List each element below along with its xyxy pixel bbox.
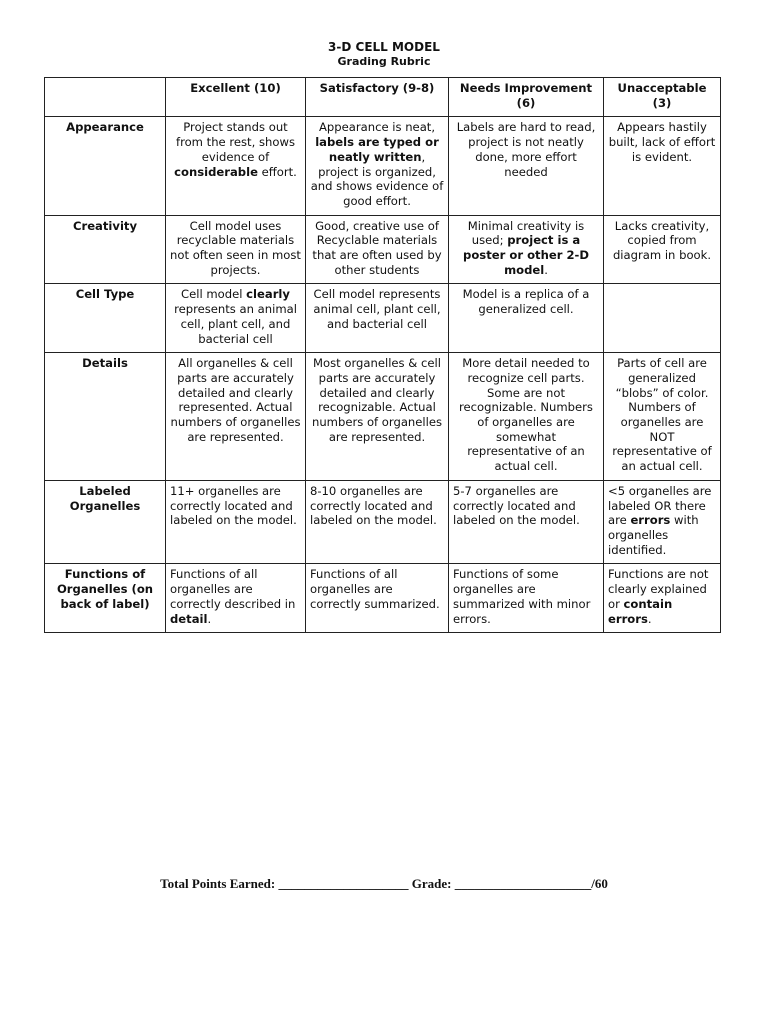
header-excellent: Excellent (10) xyxy=(166,78,306,117)
total-points-line: Total Points Earned: ____________________ Grade: _____________________/60 xyxy=(160,876,608,891)
cell-text: with organelles identified. xyxy=(608,513,699,557)
rubric-table xyxy=(44,77,721,633)
header-satisfactory: Satisfactory (9-8) xyxy=(306,78,449,117)
cell-text: , project is organized, and shows evidence of good effort. xyxy=(310,149,444,208)
cell-text: effort. xyxy=(257,164,297,179)
rubric-row xyxy=(45,117,721,215)
rubric-cell xyxy=(306,215,449,284)
rubric-cell xyxy=(166,117,306,215)
rubric-cell xyxy=(166,564,306,633)
criterion-label: Details xyxy=(45,353,166,481)
rubric-body xyxy=(45,117,721,633)
cell-text: More detail needed to recognize cell parts. Some are not recognizable. Numbers of organelles are somewhat representative of an actual cell. xyxy=(459,356,593,474)
rubric-cell xyxy=(166,353,306,481)
rubric-cell xyxy=(449,564,604,633)
cell-text-bold: considerable xyxy=(174,164,258,179)
rubric-cell xyxy=(449,480,604,564)
header-row xyxy=(45,78,721,117)
cell-text: Cell model represents animal cell, plant cell, and bacterial cell xyxy=(313,287,441,331)
cell-text: Project stands out from the rest, shows evidence of xyxy=(176,120,295,164)
rubric-cell xyxy=(166,480,306,564)
cell-text: Functions of some organelles are summarized with minor errors. xyxy=(453,567,591,626)
cell-text: Cell model xyxy=(181,287,247,302)
cell-text: Minimal creativity is used; xyxy=(467,218,585,248)
cell-text: . xyxy=(544,262,548,277)
cell-text: Most organelles & cell parts are accurately detailed and clearly recognizable. Actual numbers of organelles are represented. xyxy=(311,356,443,444)
cell-text-bold: contain errors xyxy=(608,596,673,626)
cell-text: Appearance is neat, xyxy=(318,120,436,135)
rubric-cell xyxy=(604,215,721,284)
cell-text: Good, creative use of Recyclable materials that are often used by other students xyxy=(312,218,442,277)
rubric-cell xyxy=(604,564,721,633)
cell-text: Model is a replica of a generalized cell. xyxy=(462,287,590,317)
cell-text-bold: detail xyxy=(170,611,208,626)
cell-text: All organelles & cell parts are accurately detailed and clearly represented. Actual numbers of organelles are represented. xyxy=(170,356,301,444)
cell-text-bold: labels are typed or neatly written xyxy=(315,135,439,164)
rubric-row xyxy=(45,284,721,353)
rubric-cell xyxy=(604,480,721,564)
rubric-row xyxy=(45,564,721,633)
cell-text: . xyxy=(647,611,652,626)
rubric-cell xyxy=(449,117,604,215)
header-unacceptable: Unacceptable (3) xyxy=(604,78,721,117)
criterion-label: Appearance xyxy=(45,117,166,215)
cell-text: Functions of all organelles are correctly summarized. xyxy=(310,567,440,611)
cell-text: 8-10 organelles are correctly located and labeled on the model. xyxy=(310,483,437,528)
rubric-cell xyxy=(306,564,449,633)
criterion-label: Creativity xyxy=(45,215,166,284)
cell-text: Labels are hard to read, project is not neatly done, more effort needed xyxy=(456,120,596,179)
rubric-row xyxy=(45,353,721,481)
cell-text: 11+ organelles are correctly located and labeled on the model. xyxy=(170,483,297,528)
rubric-cell xyxy=(306,284,449,353)
rubric-cell xyxy=(604,117,721,215)
criterion-label: Functions of Organelles (on back of label) xyxy=(45,564,166,633)
rubric-cell xyxy=(449,353,604,481)
page-title: 3-D CELL MODEL xyxy=(328,40,440,54)
criterion-label: Cell Type xyxy=(45,284,166,353)
cell-text-bold: errors xyxy=(630,513,671,528)
cell-text: Parts of cell are generalized “blobs” of color. Numbers of organelles are NOT representative of an actual cell. xyxy=(612,356,712,474)
cell-text: Cell model uses recyclable materials not often seen in most projects. xyxy=(170,218,301,277)
rubric-row xyxy=(45,215,721,284)
cell-text-bold: project is a poster or other 2-D model xyxy=(463,233,589,277)
criterion-label: Labeled Organelles xyxy=(45,480,166,564)
rubric-cell xyxy=(306,353,449,481)
rubric-cell xyxy=(166,215,306,284)
rubric-cell xyxy=(604,284,721,353)
rubric-cell xyxy=(166,284,306,353)
cell-text: Functions of all organelles are correctly described in xyxy=(170,567,296,611)
rubric-cell xyxy=(306,117,449,215)
rubric-cell xyxy=(449,215,604,284)
cell-text: . xyxy=(207,611,212,626)
header-needs-improvement: Needs Improvement (6) xyxy=(449,78,604,117)
cell-text: 5-7 organelles are correctly located and labeled on the model. xyxy=(453,483,580,528)
header-criteria xyxy=(45,78,166,117)
cell-text: represents an animal cell, plant cell, and bacterial cell xyxy=(174,302,297,346)
cell-text-bold: clearly xyxy=(246,287,290,302)
cell-text: Functions are not clearly explained or xyxy=(608,567,709,611)
rubric-cell xyxy=(306,480,449,564)
cell-text: Lacks creativity, copied from diagram in book. xyxy=(612,218,712,263)
rubric-cell xyxy=(449,284,604,353)
cell-text: Appears hastily built, lack of effort is evident. xyxy=(608,120,716,164)
rubric-row xyxy=(45,480,721,564)
rubric-cell xyxy=(604,353,721,481)
cell-text: <5 organelles are labeled OR there are xyxy=(608,483,712,528)
page-subtitle: Grading Rubric xyxy=(337,55,431,68)
